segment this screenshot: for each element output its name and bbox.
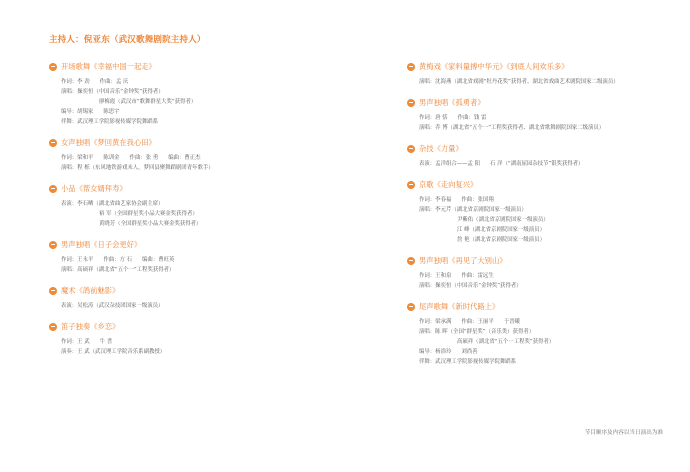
bullet-icon <box>49 323 57 331</box>
credit-text: 廖梅霞（武汉市“歌舞群星大奖”获得者） <box>99 99 197 105</box>
credit-line <box>407 159 682 169</box>
credit-text: 表演：李石晒（湖北省曲艺家协会副主席） <box>61 201 164 207</box>
bullet-icon <box>407 257 415 265</box>
credit-line <box>407 357 682 367</box>
program-title-text: 黄梅戏《家料量搏中华元》《到底人间欢乐多》 <box>419 61 569 71</box>
credit-text: 演唱：程 栎（东风地铁游戏未人，梦回县聚舞蹈剧团青年歌手） <box>61 165 214 171</box>
program-title <box>407 178 682 191</box>
credit-text: 演唱：李元芹（湖北省京剧院国家一级演员） <box>419 207 527 213</box>
bullet-icon <box>407 145 415 153</box>
program-item <box>407 254 682 291</box>
program-item <box>407 178 682 245</box>
program-title-text: 男声独唱《日子会更好》 <box>61 239 142 249</box>
credit-text: 黄晓芳（全国群星奖小品大赛金奖获得者） <box>99 221 202 227</box>
credit-line <box>407 337 682 347</box>
credit-line <box>49 347 349 357</box>
bullet-icon <box>49 287 57 295</box>
bullet-icon <box>49 185 57 193</box>
bullet-icon <box>407 63 415 71</box>
program-title <box>407 254 682 267</box>
program-title <box>49 284 349 297</box>
credit-text: 詹 艳（湖北省京剧院国家一级演员） <box>457 237 545 243</box>
program-title <box>407 142 682 155</box>
credit-text: 编曲：曹旺英 <box>142 257 175 263</box>
program-title <box>49 60 349 73</box>
bullet-icon <box>49 63 57 71</box>
credit-line <box>49 255 349 265</box>
program-title <box>49 136 349 149</box>
program-item <box>407 96 682 133</box>
credit-text: 作词：王永平 <box>61 257 94 263</box>
program-title <box>407 60 682 73</box>
program-item <box>49 136 349 173</box>
credit-line <box>407 271 682 281</box>
program-title-text: 男声独唱《再见了大别山》 <box>419 255 507 265</box>
credit-line <box>407 123 682 133</box>
credit-text: 演奏：王 武（武汉理工学院音乐系副教授） <box>61 349 166 355</box>
credit-text: 裕 军（全国群星奖小品大赛金奖获得者） <box>99 211 198 217</box>
program-title-text: 小品《帮女婿拜寿》 <box>61 183 127 193</box>
credit-line <box>407 281 682 291</box>
credit-text: 刘尚善 <box>461 349 478 355</box>
credit-text: 演唱：高硕祥（湖北省“五个一”工程奖获得者） <box>61 267 175 273</box>
credit-text: 作词：唐 恬 <box>419 115 448 121</box>
bullet-icon <box>49 139 57 147</box>
credit-line <box>407 195 682 205</box>
credit-text: 编曲：曹正杰 <box>168 155 201 161</box>
credit-line <box>407 113 682 123</box>
host-line: 主持人：倪亚东（武汉歌舞剧院主持人） <box>49 35 206 45</box>
credit-text: 表演：吴松涛（武汉杂技团国家一级演员） <box>61 303 164 309</box>
credit-text: 石 洋（“湖南屈园杂技节”银奖获得者） <box>490 161 584 167</box>
credit-line <box>407 205 682 215</box>
credit-text: 江 峰（湖北省京剧院国家一级演员） <box>457 227 545 233</box>
credit-line <box>49 117 349 127</box>
credit-line <box>49 337 349 347</box>
credit-text: 尹紫佑（湖北省京剧院国家一级演员） <box>457 217 549 223</box>
bullet-icon <box>407 303 415 311</box>
bullet-icon <box>407 99 415 107</box>
credit-text: 演唱：操奕恒（中国音乐“金钟奖”获得者） <box>61 89 164 95</box>
credit-line <box>49 199 349 209</box>
credit-text: 作曲：方 石 <box>103 257 133 263</box>
program-title-text: 京歌《走向复兴》 <box>419 179 478 189</box>
credit-text: 作曲：王丽平 <box>461 319 494 325</box>
credit-line <box>49 87 349 97</box>
credit-text: 作词：李 劲 <box>61 79 90 85</box>
credit-line <box>49 219 349 229</box>
program-title-text: 魔术《鸽前魅影》 <box>61 285 120 295</box>
credit-text: 作曲：雷远生 <box>461 273 494 279</box>
bullet-icon <box>407 181 415 189</box>
credit-text: 编导：胡锡家 <box>61 109 94 115</box>
credit-text: 作词：梁承满 <box>419 319 452 325</box>
credit-text: 作词：梁和平 <box>61 155 94 161</box>
program-title-text: 杂技《力量》 <box>419 143 463 153</box>
credit-text: 作词：王 武 <box>61 339 90 345</box>
program-title-text: 尾声歌舞《新时代路上》 <box>419 301 500 311</box>
credit-text: 牛 耆 <box>99 339 113 345</box>
credit-line <box>407 235 682 245</box>
credit-line <box>407 215 682 225</box>
program-item <box>49 238 349 275</box>
credit-text: 编导：杨浴玲 <box>419 349 452 355</box>
program-title <box>407 96 682 109</box>
credit-line <box>407 77 682 87</box>
program-item <box>49 60 349 127</box>
credit-line <box>49 163 349 173</box>
credit-text: 作词：王和泉 <box>419 273 452 279</box>
credit-text: 伴舞：武汉理工学院影视传媒学院舞蹈系 <box>61 119 159 125</box>
credit-line <box>407 317 682 327</box>
program-title <box>407 300 682 313</box>
program-title <box>49 182 349 195</box>
credit-line <box>49 77 349 87</box>
credit-text: 伴舞：武汉理工学院影视传媒学院舞蹈系 <box>419 359 517 365</box>
program-item <box>49 320 349 357</box>
credit-text: 演唱：陈 晖（全国“群星奖”（音乐类）获得者） <box>419 329 535 335</box>
credit-text: 演唱：沈海燕（湖北省戏剧“牡丹花奖”获得者、湖北省戏曲艺术剧院国家二级演员） <box>419 79 619 85</box>
bullet-icon <box>49 241 57 249</box>
program-title <box>49 320 349 333</box>
program-column-right <box>407 60 682 376</box>
credit-text: 演唱：乔 博（湖北省“五个一”工程奖获得者、湖北省歌舞剧院国家二级演员） <box>419 125 605 131</box>
credit-text: 作曲：张国翔 <box>461 197 494 203</box>
credit-line <box>49 265 349 275</box>
credit-text: 于晋曦 <box>503 319 520 325</box>
credit-line <box>407 327 682 337</box>
credit-line <box>49 97 349 107</box>
program-title <box>49 238 349 251</box>
program-column-left <box>49 60 349 366</box>
credit-text: 表演：孟洋组合——孟 阳 <box>419 161 481 167</box>
program-title-text: 女声独唱《梦回黄在我心田》 <box>61 137 156 147</box>
credit-line <box>49 107 349 117</box>
credit-text: 作曲：孟 庆 <box>99 79 129 85</box>
program-item <box>49 284 349 311</box>
credit-line <box>49 209 349 219</box>
program-title-text: 笛子独奏《乡恋》 <box>61 321 120 331</box>
credit-text: 演唱：操奕恒（中国音乐“金钟奖”获得者） <box>419 283 522 289</box>
program-title-text: 男声独唱《孤勇者》 <box>419 97 485 107</box>
program-item <box>407 142 682 169</box>
credit-text: 作词：李春福 <box>419 197 452 203</box>
program-item <box>407 60 682 87</box>
credit-line <box>407 225 682 235</box>
credit-line <box>407 347 682 357</box>
credit-text: 作曲：钱 雷 <box>457 115 487 121</box>
program-item <box>49 182 349 229</box>
program-title-text: 开场歌舞《幸福中国一起走》 <box>61 61 156 71</box>
credit-text: 高硕祥（湖北省“五个一工程奖”获得者） <box>457 339 555 345</box>
footnote: 节目顺序及内容以当日演出为准 <box>584 430 663 436</box>
credit-text: 陈思宇 <box>103 109 120 115</box>
credit-text: 陈训金 <box>103 155 120 161</box>
credit-text: 作曲：张 勇 <box>129 155 159 161</box>
credit-line <box>49 301 349 311</box>
credit-line <box>49 153 349 163</box>
program-item <box>407 300 682 367</box>
